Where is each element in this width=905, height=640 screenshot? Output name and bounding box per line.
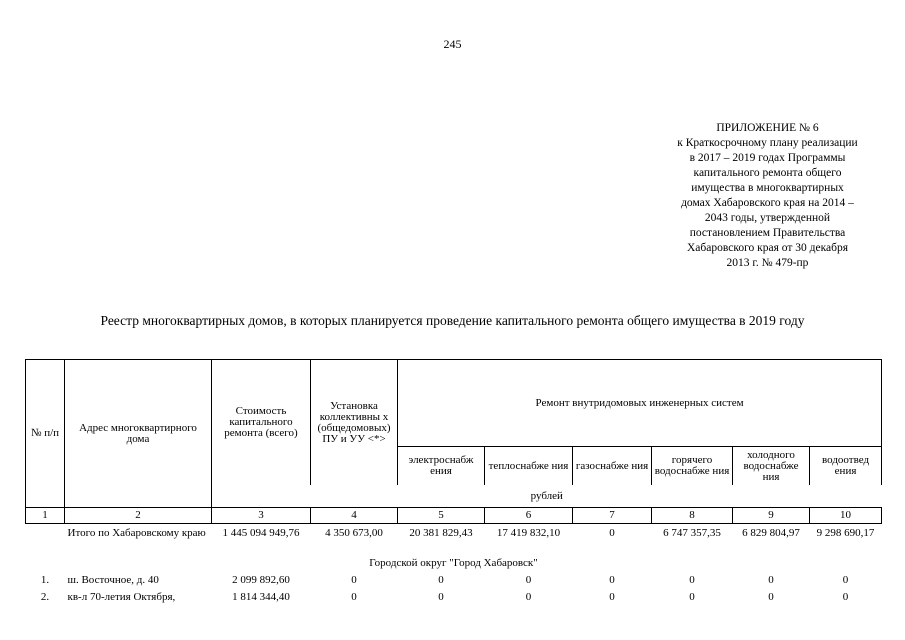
header-heating: теплоснабже ния (485, 447, 573, 486)
row-gas: 0 (609, 574, 615, 586)
header-cold-water: холодного водоснабже ния (733, 447, 810, 486)
total-label: Итого по Хабаровскому краю (67, 527, 206, 539)
total-heating: 17 419 832,10 (496, 527, 561, 539)
page-number: 245 (443, 37, 462, 51)
document-title: Реестр многоквартирных домов, в которых планируется проведение капитального ремонта общего имущества в 2019 году (100, 313, 805, 328)
column-numbers-row (26, 508, 882, 524)
row-num: 2. (40, 591, 50, 603)
row-gas: 0 (609, 591, 615, 603)
row-meters: 0 (351, 574, 357, 586)
row-heating: 0 (525, 574, 532, 586)
appendix-line: капитального ремонта общего (693, 167, 842, 179)
appendix-line: 2043 годы, утвержденной (704, 212, 831, 224)
appendix-line: к Краткосрочному плану реализации (677, 137, 858, 149)
row-cold-water: 0 (768, 591, 774, 603)
row-heating: 0 (525, 591, 532, 603)
table-row (26, 572, 882, 589)
district-row (26, 554, 882, 572)
header-address: Адрес многоквартирного дома (65, 360, 212, 508)
row-address: ш. Восточное, д. 40 (67, 574, 159, 586)
appendix-line: в 2017 – 2019 годах Программы (689, 152, 846, 164)
header-meters: Установка коллективны х (общедомовых) ПУ и УУ <*> (311, 360, 398, 486)
row-sewerage: 0 (842, 591, 849, 603)
appendix-block (660, 121, 875, 271)
table-row (26, 589, 882, 606)
header-electricity: электроснабж ения (398, 447, 485, 486)
district-name: Городской округ "Город Хабаровск" (369, 556, 538, 569)
total-sewerage: 9 298 690,17 (816, 527, 875, 539)
column-number: 3 (212, 508, 311, 524)
row-hot-water: 0 (689, 574, 695, 586)
column-number: 9 (733, 508, 810, 524)
row-electricity: 0 (438, 591, 444, 603)
header-num: № п/п (26, 360, 65, 508)
column-number: 10 (810, 508, 882, 524)
total-hot-water: 6 747 357,35 (663, 527, 721, 539)
total-cost: 1 445 094 949,76 (222, 527, 300, 539)
total-electricity: 20 381 829,43 (409, 527, 473, 539)
row-cold-water: 0 (768, 574, 774, 586)
row-address: кв-л 70-летия Октября, (67, 591, 176, 603)
row-sewerage: 0 (842, 574, 849, 586)
column-number: 8 (652, 508, 733, 524)
appendix-line: Хабаровского края от 30 декабря (687, 242, 848, 254)
appendix-line: ПРИЛОЖЕНИЕ № 6 (716, 122, 819, 134)
header-gas: газоснабже ния (573, 447, 652, 486)
header-units: рублей (212, 485, 882, 508)
row-hot-water: 0 (689, 591, 695, 603)
row-electricity: 0 (438, 574, 444, 586)
column-number: 1 (26, 508, 65, 524)
appendix-line: домах Хабаровского края на 2014 – (681, 197, 854, 209)
header-engineering: Ремонт внутридомовых инженерных систем (398, 360, 882, 447)
registry-table (25, 359, 882, 606)
column-number: 4 (311, 508, 398, 524)
header-cost: Стоимость капитального ремонта (всего) (212, 360, 311, 486)
row-cost: 1 814 344,40 (232, 591, 290, 603)
row-meters: 0 (351, 591, 357, 603)
total-meters: 4 350 673,00 (325, 527, 383, 539)
appendix-line: 2013 г. № 479-пр (726, 257, 809, 269)
header-sewerage: водоотвед ения (810, 447, 882, 486)
total-num (26, 524, 65, 555)
row-num: 1. (40, 574, 50, 586)
column-number: 2 (65, 508, 212, 524)
total-row (26, 524, 882, 555)
appendix-line: имущества в многоквартирных (691, 182, 844, 194)
row-cost: 2 099 892,60 (232, 574, 290, 586)
column-number: 7 (573, 508, 652, 524)
appendix-line: постановлением Правительства (689, 227, 846, 239)
column-number: 6 (485, 508, 573, 524)
total-gas: 0 (609, 527, 615, 539)
total-cold-water: 6 829 804,97 (742, 527, 800, 539)
header-hot-water: горячего водоснабже ния (652, 447, 733, 486)
column-number: 5 (398, 508, 485, 524)
